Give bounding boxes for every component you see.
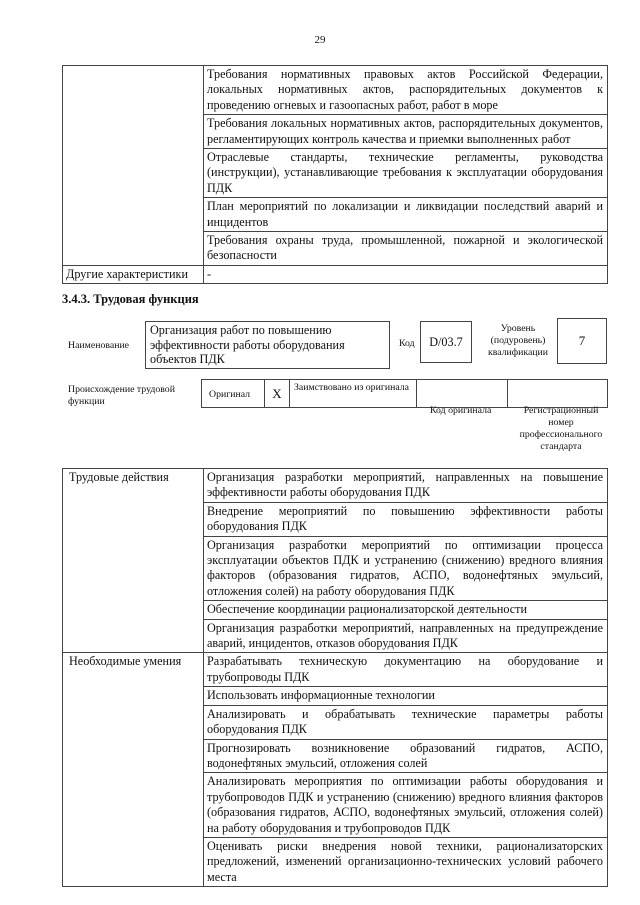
- empty-label-cell: [63, 66, 204, 266]
- knowledge-continuation-table: [62, 65, 608, 284]
- name-value: Организация работ по повышению эффективности работы оборудования объектов ПДК: [150, 323, 345, 366]
- origin-label: Происхождение трудовой функции: [68, 384, 175, 407]
- table-cell: Организация разработки мероприятий, направленных на повышение эффективности работы оборудования ПДК: [204, 469, 608, 503]
- table-cell: Организация разработки мероприятий по оптимизации процесса эксплуатации объектов ПДК и устранению (снижению) вредного влияния факторов (образования гидратов, АСПО, водонефтяных эмульсий, отложения солей) на работу оборудования ПДК: [204, 536, 608, 601]
- skills-label: Необходимые умения: [63, 653, 204, 887]
- table-row: [63, 653, 608, 687]
- original-mark-cell: [264, 380, 290, 407]
- table-cell: Требования локальных нормативных актов, распорядительных документов, регламентирующих контроль качества и приемки выполненных работ: [204, 115, 608, 149]
- name-label: Наименование: [68, 340, 130, 351]
- original-mark: X: [272, 386, 282, 401]
- table-cell: Обеспечение координации рационализаторской деятельности: [204, 601, 608, 619]
- table-cell: Анализировать мероприятия по оптимизации работы оборудования и трубопроводов ПДК и устранению (снижению) вредного влияния факторов (образования гидратов, АСПО, водонефтяных эмульсий, отложения солей) на работу оборудования и трубопроводов ПДК: [204, 773, 608, 838]
- table-cell: Отраслевые стандарты, технические регламенты, руководства (инструкции), устанавливающие требования к эксплуатации оборудования ПДК: [204, 149, 608, 198]
- borrowed-label: Заимствовано из оригинала: [294, 382, 409, 393]
- code-value-box: [420, 321, 472, 363]
- labor-actions-label: Трудовые действия: [63, 469, 204, 653]
- name-value-box: [145, 321, 390, 369]
- table-cell: Анализировать и обрабатывать технические параметры работы оборудования ПДК: [204, 705, 608, 739]
- table-row: [63, 66, 608, 115]
- code-value: D/03.7: [429, 335, 463, 349]
- origin-box: [201, 379, 608, 408]
- table-cell: Требования охраны труда, промышленной, пожарной и экологической безопасности: [204, 232, 608, 266]
- level-value-box: [557, 318, 607, 364]
- table-cell: Требования нормативных правовых актов Российской Федерации, локальных нормативных актов, распорядительных документов к проведению огневых и газоопасных работ, работ в море: [204, 66, 608, 115]
- table-row-other: [63, 265, 608, 283]
- code-label: Код: [399, 338, 415, 349]
- table-cell: Внедрение мероприятий по повышению эффективности работы оборудования ПДК: [204, 502, 608, 536]
- original-label: Оригинал: [209, 389, 251, 400]
- reg-number-label: Регистрационный номер профессионального стандарта: [519, 405, 603, 452]
- table-cell: Использовать информационные технологии: [204, 687, 608, 705]
- table-cell: План мероприятий по локализации и ликвидации последствий аварий и инцидентов: [204, 198, 608, 232]
- page-number: 29: [314, 34, 326, 46]
- code-original-label: Код оригинала: [430, 405, 492, 416]
- table-cell: Организация разработки мероприятий, направленных на предупреждение аварий, инцидентов, отказов оборудования ПДК: [204, 619, 608, 653]
- table-row: [63, 469, 608, 503]
- level-label: Уровень (подуровень) квалификации: [487, 323, 549, 358]
- other-characteristics-value: -: [204, 265, 608, 283]
- other-characteristics-label: Другие характеристики: [63, 265, 204, 283]
- section-title: 3.4.3. Трудовая функция: [62, 292, 199, 306]
- table-cell: Прогнозировать возникновение образований гидратов, АСПО, водонефтяных эмульсий, отложения солей: [204, 739, 608, 773]
- function-details-table: [62, 468, 608, 887]
- code-original-cell: [416, 380, 508, 407]
- table-cell: Разрабатывать техническую документацию на оборудование и трубопроводы ПДК: [204, 653, 608, 687]
- level-value: 7: [578, 333, 586, 348]
- table-cell: Оценивать риски внедрения новой техники, рационализаторских предложений, изменений организационно-технических условий рабочего места: [204, 837, 608, 886]
